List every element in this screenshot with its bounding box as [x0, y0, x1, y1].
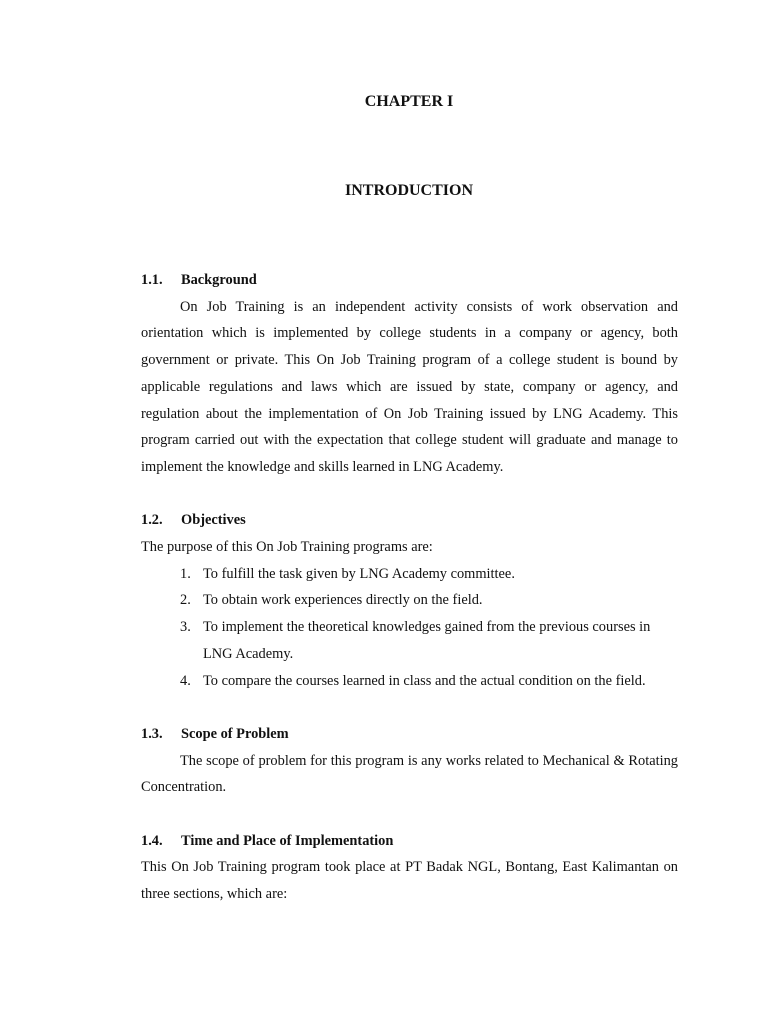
section-title: Objectives — [181, 512, 246, 529]
list-item-text: To fulfill the task given by LNG Academy committee. — [203, 565, 515, 582]
section-heading-scope — [141, 721, 678, 748]
section-heading-objectives — [141, 507, 678, 534]
background-paragraph: On Job Training is an independent activity consists of work observation and orientation which is implemented by college students in a company or agency, both government or private. This On Job Training program of a college student is bound by applicable regulations and laws which are issued by state, company or agency, and regulation about the implementation of On Job Training issued by LNG Academy. This program carried out with the expectation that college student will graduate and manage to implement the knowledge and skills learned in LNG Academy. — [141, 298, 678, 475]
chapter-label: CHAPTER I — [364, 93, 454, 110]
section-title: Background — [181, 272, 257, 288]
spacer — [141, 481, 678, 508]
list-item — [141, 561, 678, 588]
spacer — [141, 801, 678, 828]
list-item-number: 3. — [180, 619, 191, 636]
section-title: Scope of Problem — [181, 725, 289, 742]
list-item — [141, 668, 678, 695]
section-number: 1.4. — [141, 832, 163, 849]
section-number: 1.3. — [141, 725, 163, 742]
scope-paragraph: The scope of problem for this program is any works related to Mechanical & Rotating Concentration. — [141, 752, 678, 796]
section-number: 1.2. — [141, 512, 163, 529]
list-item-number: 2. — [180, 592, 191, 609]
spacer — [141, 694, 678, 721]
objectives-list — [141, 561, 678, 695]
list-item-text: To compare the courses learned in class and the actual condition on the field. — [203, 672, 646, 689]
section-title: Time and Place of Implementation — [181, 832, 394, 849]
section-heading-time-place — [141, 828, 678, 855]
list-item-number: 1. — [180, 565, 191, 582]
section-number: 1.1. — [141, 272, 163, 288]
time-place-paragraph: This On Job Training program took place at PT Badak NGL, Bontang, East Kalimantan on three sections, which are: — [141, 859, 678, 903]
list-item-number: 4. — [180, 672, 191, 689]
chapter-title: INTRODUCTION — [344, 182, 473, 199]
objectives-intro: The purpose of this On Job Training programs are: — [141, 539, 433, 556]
chapter-body — [141, 267, 678, 908]
list-item — [141, 614, 678, 667]
list-item — [141, 587, 678, 614]
section-heading-background — [141, 267, 678, 294]
list-item-text: To implement the theoretical knowledges gained from the previous courses in LNG Academy. — [203, 619, 651, 662]
list-item-text: To obtain work experiences directly on the field. — [203, 592, 483, 609]
